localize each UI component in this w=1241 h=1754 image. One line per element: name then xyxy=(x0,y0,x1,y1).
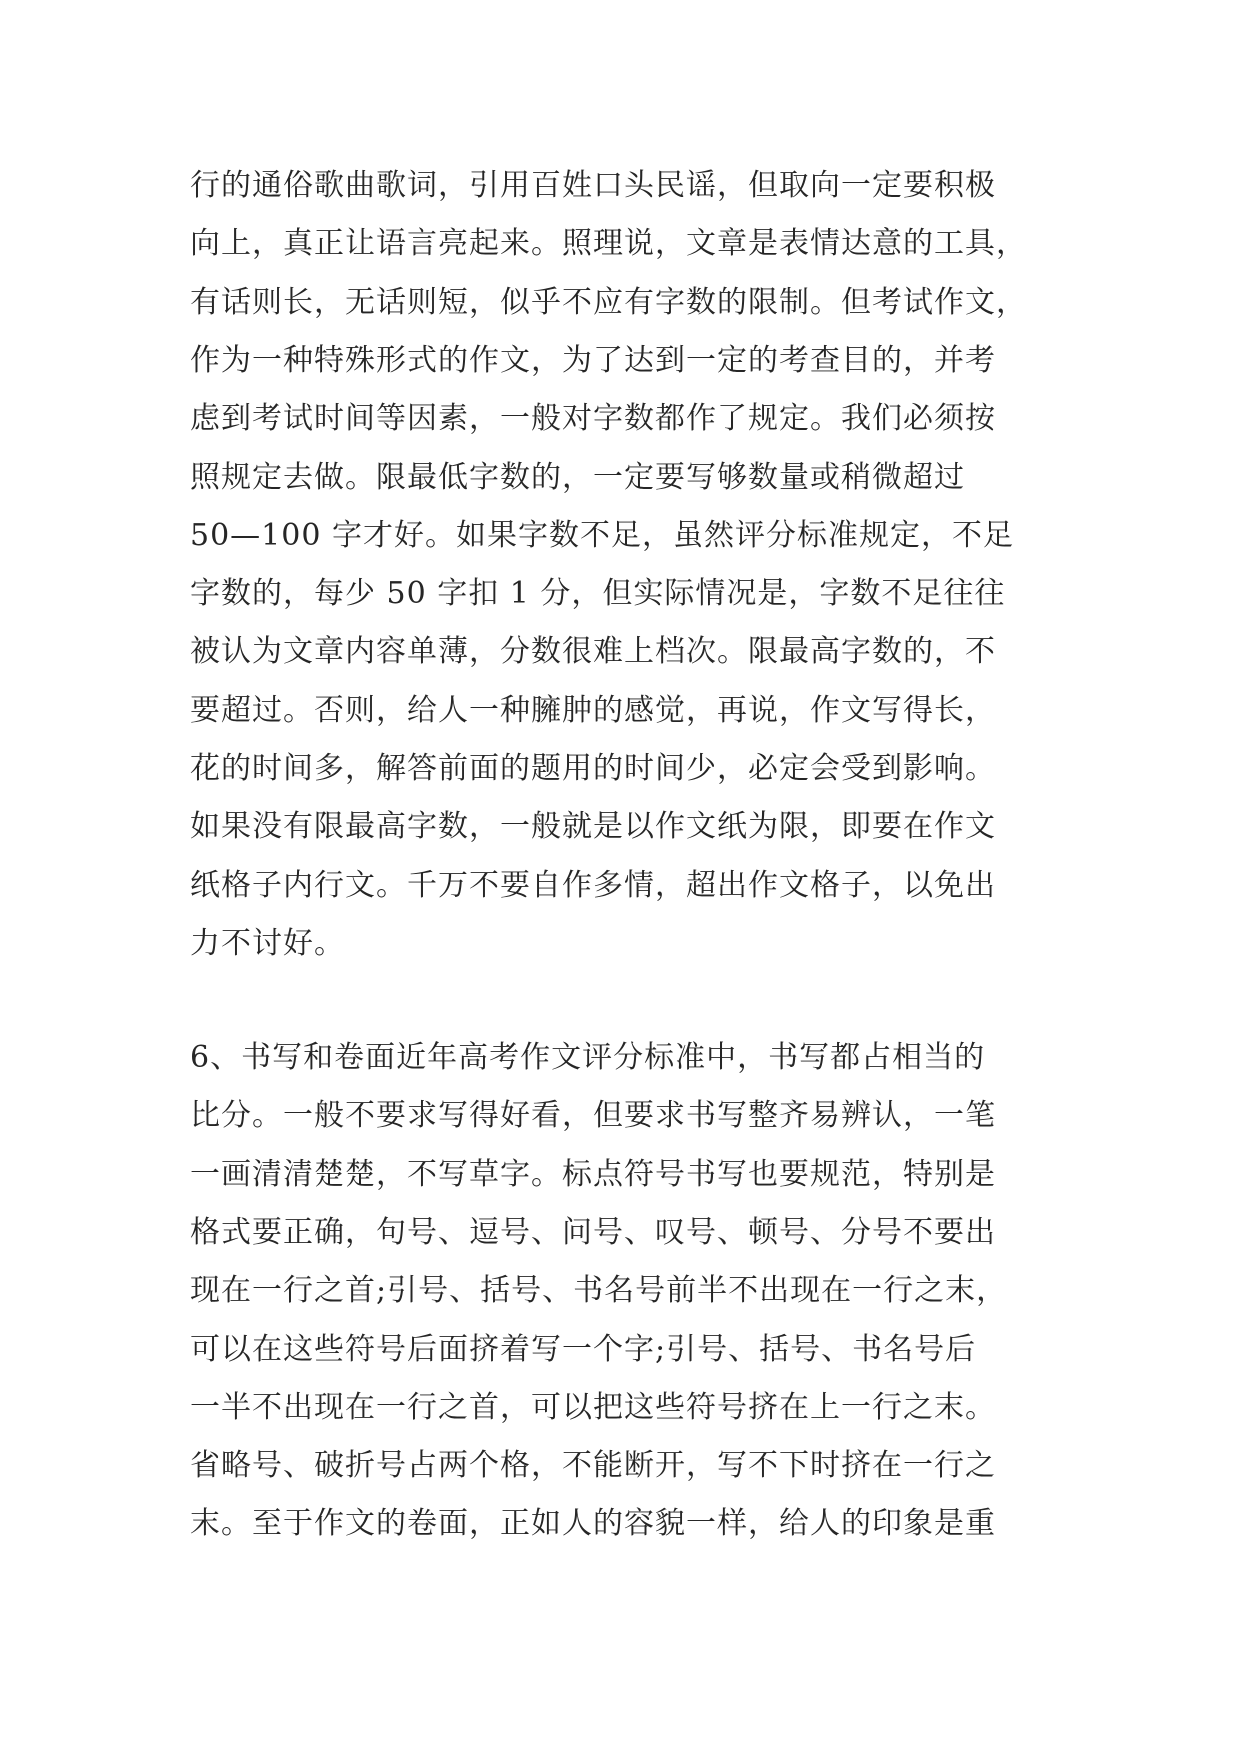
text-line: 花的时间多，解答前面的题用的时间少，必定会受到影响。 xyxy=(190,751,996,786)
text-line: 可以在这些符号后面挤着写一个字;引号、括号、书名号后 xyxy=(190,1331,977,1367)
text-line: 一画清清楚楚，不写草字。标点符号书写也要规范，特别是 xyxy=(190,1156,996,1192)
text-line: 50—100 字才好。如果字数不足，虽然评分标准规定，不足 xyxy=(190,517,1014,553)
text-line: 虑到考试时间等因素，一般对字数都作了规定。我们必须按 xyxy=(190,401,996,437)
text-line: 现在一行之首;引号、括号、书名号前半不出现在一行之末， xyxy=(190,1273,1008,1309)
text-line: 被认为文章内容单薄，分数很难上档次。限最高字数的，不 xyxy=(190,634,996,670)
text-line: 力不讨好。 xyxy=(190,925,345,961)
text-line: 格式要正确，句号、逗号、问号、叹号、顿号、分号不要出 xyxy=(190,1214,996,1250)
text-line: 作为一种特殊形式的作文，为了达到一定的考查目的，并考 xyxy=(190,342,996,378)
text-line: 一半不出现在一行之首，可以把这些符号挤在上一行之末。 xyxy=(190,1389,996,1425)
text-line: 照规定去做。限最低字数的，一定要写够数量或稍微超过 xyxy=(190,459,965,495)
text-line: 要超过。否则，给人一种臃肿的感觉，再说，作文写得长， xyxy=(190,692,996,728)
text-line: 行的通俗歌曲歌词，引用百姓口头民谣，但取向一定要积极 xyxy=(190,168,996,203)
text-line: 比分。一般不要求写得好看，但要求书写整齐易辨认，一笔 xyxy=(190,1098,996,1134)
text-line: 向上，真正让语言亮起来。照理说，文章是表情达意的工具， xyxy=(190,226,1027,262)
text-line: 纸格子内行文。千万不要自作多情，超出作文格子，以免出 xyxy=(190,867,996,903)
text-line: 如果没有限最高字数，一般就是以作文纸为限，即要在作文 xyxy=(190,809,996,845)
text-line: 有话则长，无话则短，似乎不应有字数的限制。但考试作文， xyxy=(190,284,1027,320)
text-line: 末。至于作文的卷面，正如人的容貌一样，给人的印象是重 xyxy=(190,1506,996,1542)
text-line: 省略号、破折号占两个格，不能断开，写不下时挤在一行之 xyxy=(190,1448,996,1484)
text-line: 字数的，每少 50 字扣 1 分，但实际情况是，字数不足往往 xyxy=(190,576,1006,612)
text-line: 6、书写和卷面近年高考作文评分标准中，书写都占相当的 xyxy=(190,1040,986,1075)
